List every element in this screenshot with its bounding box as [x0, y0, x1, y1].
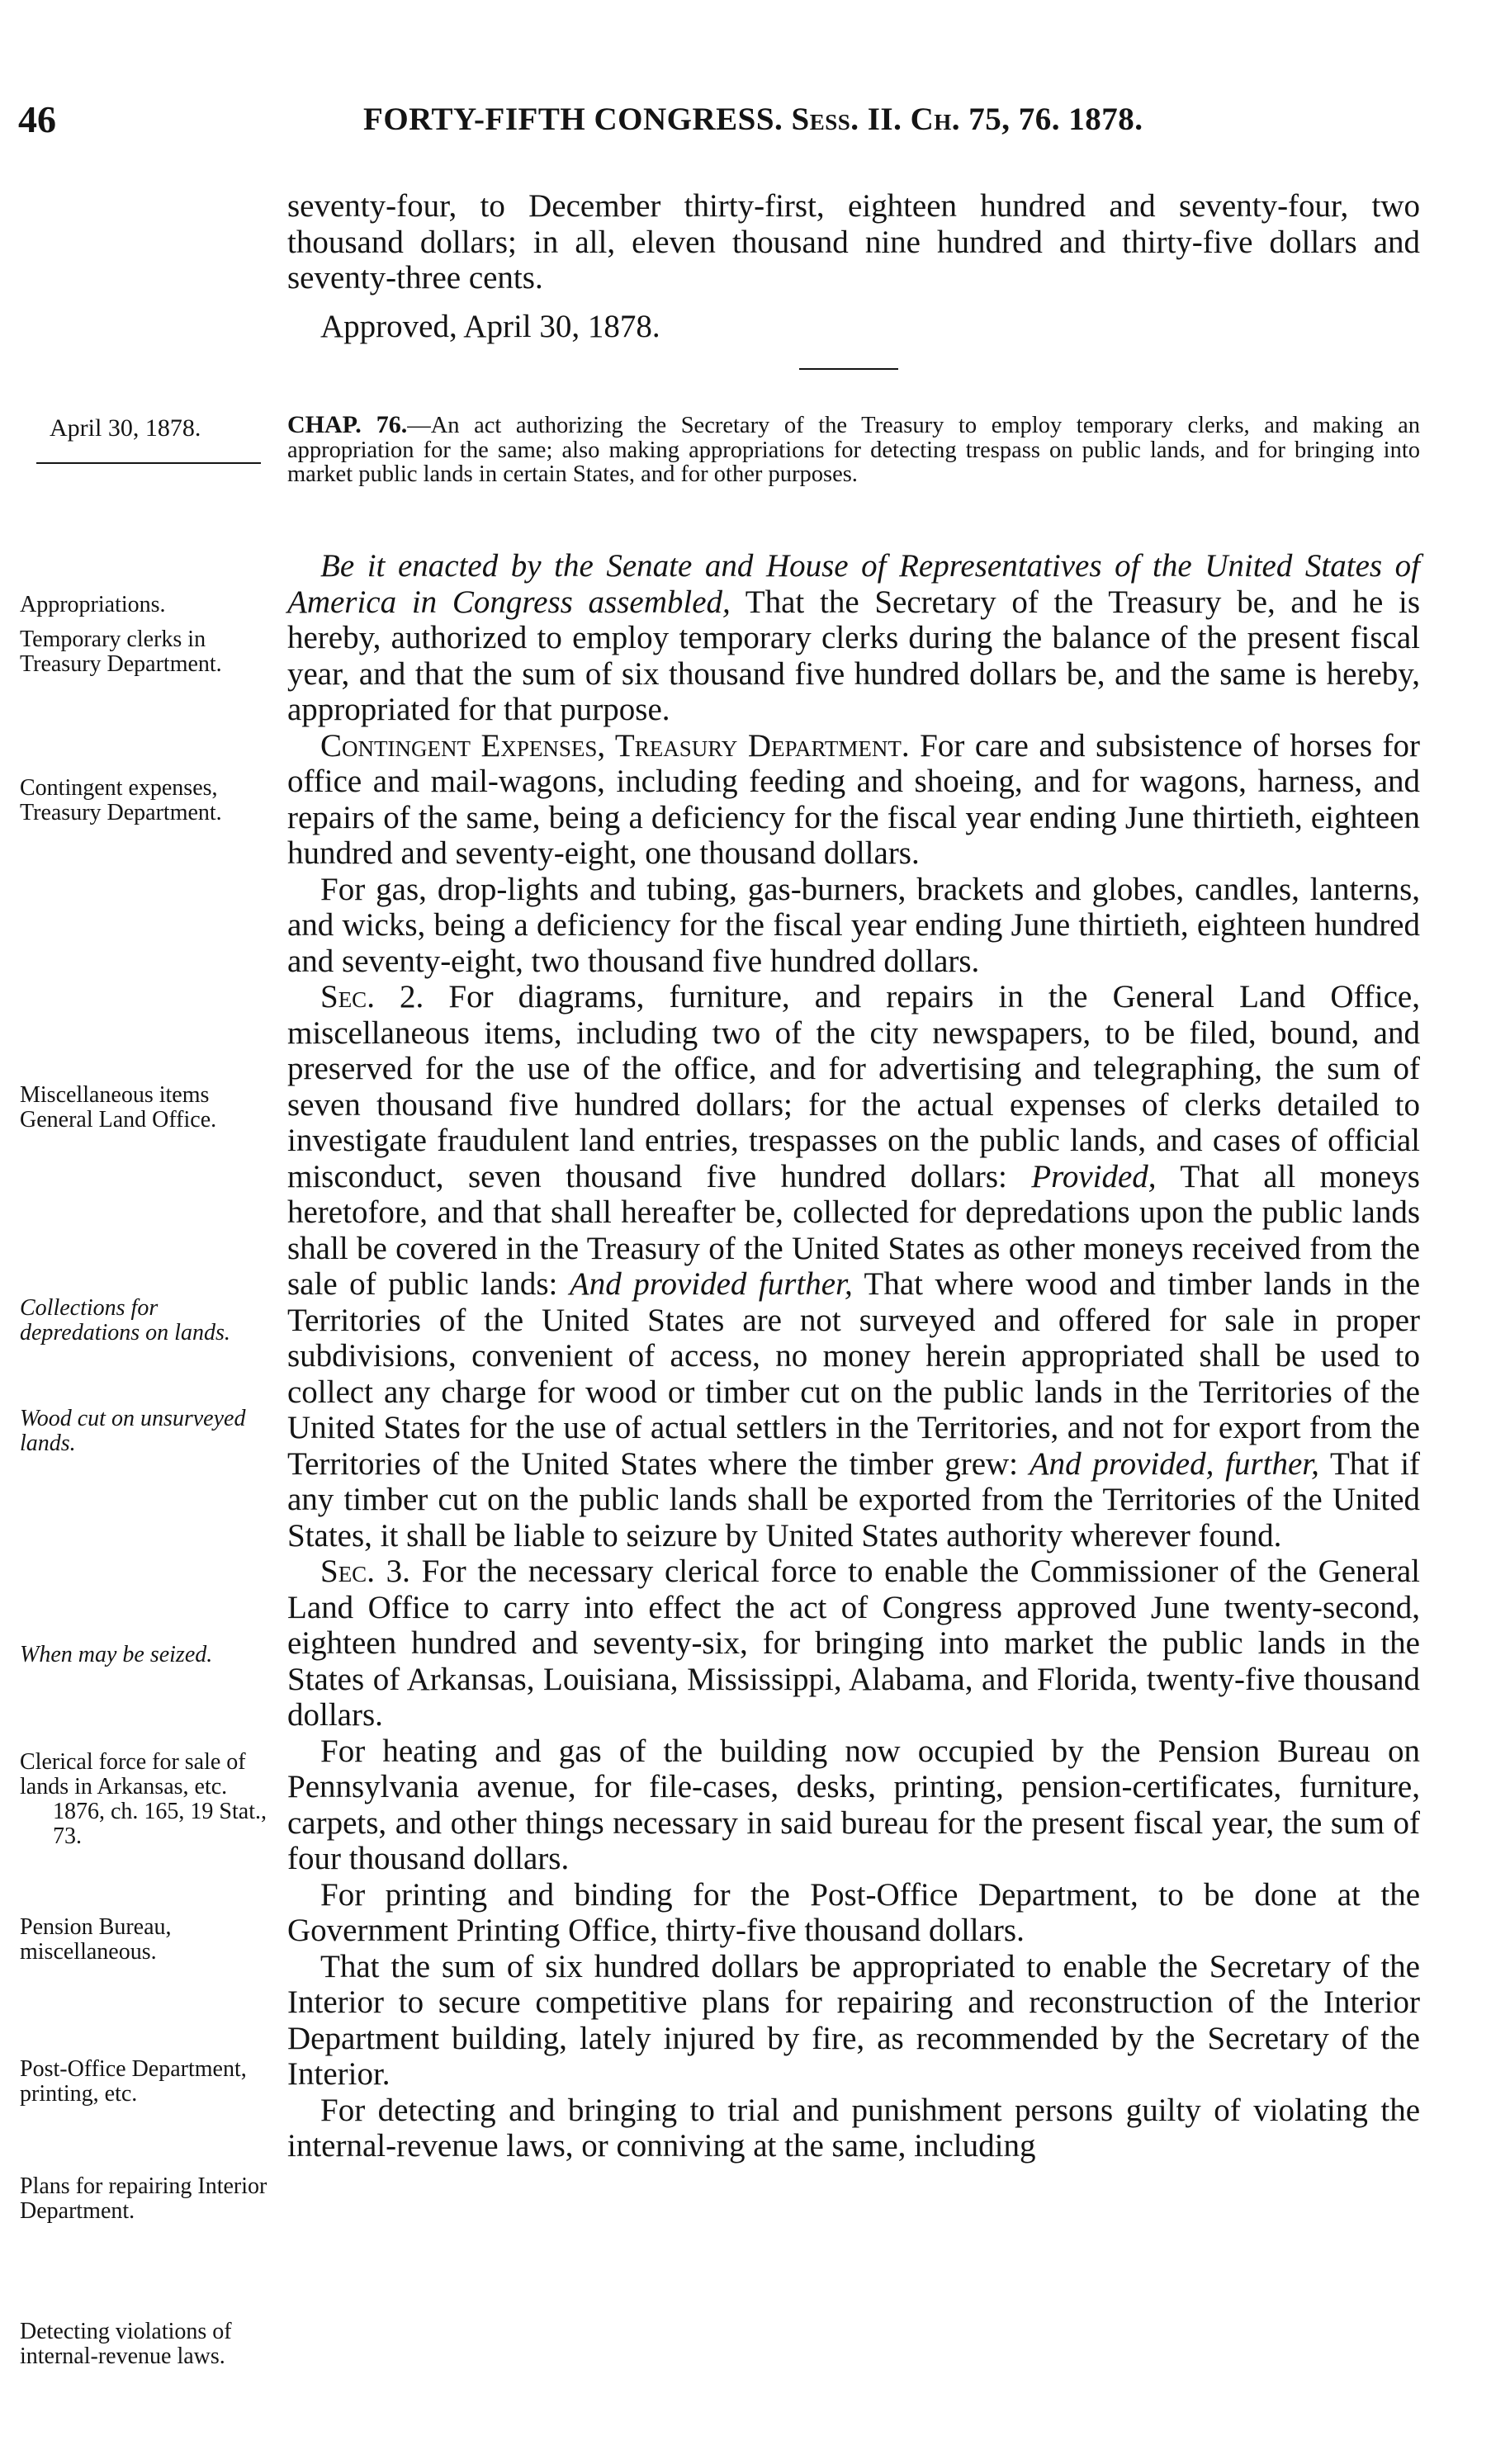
running-title [363, 101, 1143, 138]
margin-note-contingent: Contingent expenses, Treasury Department. [20, 775, 222, 825]
gas-paragraph: For gas, drop-lights and tubing, gas-burners, brackets and globes, candles, lanterns, and wicks, being a deficiency for the fiscal year ending June thirtieth, eighteen hundred and seventy-eight, two thousand five hundred dollars. [287, 871, 1420, 979]
chapter-heading [287, 413, 1420, 487]
section-2: Sec. 2. For diagrams, furniture, and repairs in the General Land Office, miscellaneous items, including two of the city newspapers, to be filed, bound, and preserved for the use of the office, and for advertising and telegraphing, the sum of seven thousand five hundred dollars; for the actual expenses of clerks detailed to investigate fraudulent land entries, trespasses on the public lands, and cases of official misconduct, seven thousand five hundred dollars: Provided, That all moneys heretofore, and that shall hereafter be, collected for depredations upon the public lands shall be covered in the Treasury of the United States as other moneys received from the sale of public lands: And provided further, That where wood and timber lands in the Territories of the United States are not surveyed and offered for sale in proper subdivisions, convenient of access, no money herein appropriated shall be used to collect any charge for wood or timber cut on the public lands in the Territories of the United States for the use of actual settlers in the Territories, and not for export from the Territories of the United States where the timber grew: And provided, further, That if any timber cut on the public lands shall be exported from the Territories of the United States, it shall be liable to seizure by United States authority wherever found. [287, 979, 1421, 1554]
pension-paragraph: For heating and gas of the building now occupied by the Pension Bureau on Pennsylvania avenue, for file-cases, desks, printing, pension-certificates, furniture, carpets, and other things necessary in said bureau for the present fiscal year, the sum of four thousand dollars. [287, 1733, 1420, 1876]
margin-note-wood: Wood cut on unsurveyed lands. [20, 1406, 246, 1456]
body-text [287, 548, 1420, 2164]
interior-paragraph: That the sum of six hundred dollars be appropriated to enable the Secretary of the Interior to secure competitive plans for repairing and reconstruction of the Interior Department building, lately injured by fire, as recommended by the Secretary of the Interior. [287, 1948, 1420, 2092]
approved-line: Approved, April 30, 1878. [320, 309, 660, 344]
enacting-clause: Be it enacted by the Senate and House of Representatives of the United States of America in Congress assembled, That the Secretary of the Treasury be, and he is hereby, authorized to employ temporary clerks during the balance of the present fiscal year, and that the sum of six thousand five hundred dollars be, and the same is hereby, appropriated for that purpose. [287, 548, 1421, 727]
page-number: 46 [18, 98, 56, 140]
date-rule [36, 462, 261, 464]
margin-note-seized: When may be seized. [20, 1642, 213, 1667]
section-divider [799, 368, 898, 370]
chapter-date: April 30, 1878. [50, 414, 201, 442]
margin-note-detecting: Detecting violations of internal-revenue laws. [20, 2319, 232, 2369]
margin-note-collections: Collections for depredations on lands. [20, 1295, 230, 1346]
chapter-title: —An act authorizing the Secretary of the Treasury to employ temporary clerks, and making an appropriation for the same; also making appropriations for detecting trespass on public lands, and for bringing into market public lands in certain States, and for other purposes. [287, 413, 1420, 487]
contingent-paragraph: Contingent Expenses, Treasury Department. For care and subsistence of horses for office and mail-wagons, including feeding and shoeing, and for wagons, harness, and repairs of the same, being a deficiency for the fiscal year ending June thirtieth, eighteen hundred and seventy-eight, one thousand dollars. [287, 727, 1421, 871]
statute-reference: 1876, ch. 165, 19 Stat., 73. [53, 1799, 267, 1849]
year-label: 1878. [1068, 102, 1143, 137]
margin-note-temporary-clerks: Temporary clerks in Treasury Department. [20, 627, 222, 677]
chapter-label: Ch. 75, 76. [910, 102, 1061, 137]
margin-note-post-office: Post-Office Department, printing, etc. [20, 2056, 247, 2107]
session-label: Sess. II. [791, 102, 902, 137]
margin-note-appropriations: Appropriations. [20, 592, 166, 617]
page-header [0, 97, 1510, 147]
opening-paragraph: seventy-four, to December thirty-first, eighteen hundred and seventy-four, two thousand dollars; in all, eleven thousand nine hundred and thirty-five dollars and seventy-three cents. [287, 188, 1420, 296]
margin-note-clerical: Clerical force for sale of lands in Arkansas, etc. 1876, ch. 165, 19 Stat., 73. [20, 1750, 277, 1849]
post-office-paragraph: For printing and binding for the Post-Office Department, to be done at the Government Printing Office, thirty-five thousand dollars. [287, 1876, 1420, 1948]
margin-note-pension: Pension Bureau, miscellaneous. [20, 1914, 172, 1965]
chapter-number: CHAP. 76. [287, 411, 408, 438]
section-3: Sec. 3. For the necessary clerical force to enable the Commissioner of the General Land Office to carry into effect the act of Congress approved June twenty-second, eighteen hundred and seventy-six, for bringing into market the public lands in the States of Arkansas, Louisiana, Mississippi, Alabama, and Florida, twenty-five thousand dollars. [287, 1554, 1421, 1733]
margin-note-plans: Plans for repairing Interior Department. [20, 2173, 267, 2224]
congress-title: FORTY-FIFTH CONGRESS. [363, 102, 783, 137]
margin-note-misc-items: Miscellaneous items General Land Office. [20, 1082, 217, 1133]
internal-revenue-paragraph: For detecting and bringing to trial and punishment persons guilty of violating the internal-revenue laws, or conniving at the same, including [287, 2092, 1420, 2164]
